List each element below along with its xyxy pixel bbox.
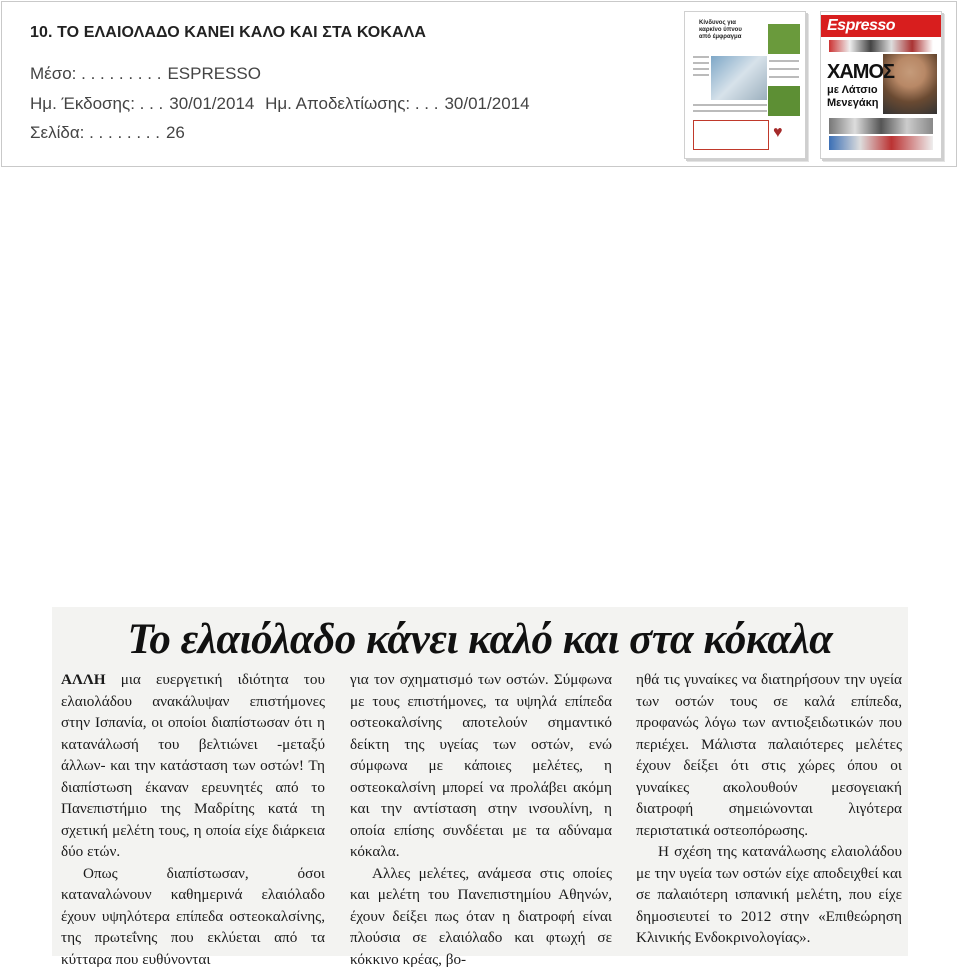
cover-thumbnail[interactable] <box>820 11 942 159</box>
article-headline: Το ελαιόλαδο κάνει καλό και στα κόκαλα <box>52 615 908 664</box>
text-line <box>693 74 709 76</box>
article-column-3 <box>636 669 902 949</box>
highlighted-article-box <box>693 120 769 150</box>
medium-label: Μέσο: . . . . . . . . . <box>30 64 161 83</box>
clip-date-value: 30/01/2014 <box>444 94 529 113</box>
article-column-2 <box>350 669 612 970</box>
paragraph: για τον σχηματισμό των οστών. Σύμφωνα με τους επιστήμονες, τα υψηλά επίπεδα οστεοκαλσίνης αποτελούν σημαντικό δείκτη της υγείας των οστών, ενώ σύμφωνα με κάποιες μελέτες, η οστεοκαλσίνη μπορεί να προλάβει ακόμη και την αντίσταση στην ινσουλίνη, η οποία επίσης συνδέεται με τα αδύναμα κόκαλα. <box>350 669 612 863</box>
page-thumbnail[interactable] <box>684 11 806 159</box>
medium-value: ESPRESSO <box>167 64 261 83</box>
text-line <box>693 68 709 70</box>
page-thumb-box-1 <box>768 24 800 54</box>
issue-date-label: Ημ. Έκδοσης: . . . <box>30 94 163 113</box>
dates-row <box>30 94 536 114</box>
cover-photo-row <box>829 136 933 150</box>
paragraph: Αλλες μελέτες, ανάμεσα στις οποίες και μελέτη του Πανεπιστημίου Αθηνών, έχουν δείξει πως όταν η διατροφή είναι πλούσια σε ελαιόλαδο και φτωχή σε κόκκινο κρέας, βο- <box>350 863 612 970</box>
cover-headline: ΧΑΜΟΣ <box>827 62 894 82</box>
text-line <box>693 56 709 58</box>
page-label: Σελίδα: . . . . . . . . <box>30 123 160 142</box>
clip-date-label: Ημ. Αποδελτίωσης: . . . <box>265 94 438 113</box>
page-thumb-headline: Κίνδυνος για καρκίνο ύπνου από έμφραγμα <box>699 20 751 41</box>
clip-header <box>1 1 957 167</box>
medium-row <box>30 64 267 84</box>
cover-subheadline: με Λάτσιο Μενεγάκη <box>827 84 883 110</box>
issue-date-value: 30/01/2014 <box>169 94 254 113</box>
clip-title: 10. ΤΟ ΕΛΑΙΟΛΑΔΟ ΚΑΝΕΙ ΚΑΛΟ ΚΑΙ ΣΤΑ ΚΟΚΑΛΑ <box>30 24 426 42</box>
text-line <box>693 110 767 112</box>
page-thumb-photo <box>711 56 767 100</box>
lead-word: ΑΛΛΗ <box>61 671 106 688</box>
cover-strip <box>829 40 933 52</box>
cover-masthead <box>821 15 941 37</box>
paragraph: ηθά τις γυναίκες να διατηρήσουν την υγεία των οστών τους σε καλά επίπεδα, προφανώς λόγω των αντιοξειδωτικών που περιέχει. Μάλιστα παλαιότερες μελέτες έχουν δείξει ότι στις χώρες όπου οι γυναίκες ακολουθούν μεσογειακή διατροφή σημειώνονται λιγότερα περιστατικά οστεοπόρωσης. <box>636 669 902 841</box>
text-line <box>693 104 767 106</box>
cover-photo-row <box>829 118 933 134</box>
text-line <box>693 62 709 64</box>
page-row <box>30 123 191 143</box>
paragraph-text: μια ευεργετική ιδιότητα του ελαιολάδου ανακάλυψαν επιστήμονες στην Ισπανία, οι οποίοι διαπίστωσαν ότι η κατανάλωσή του βελτιώνει -μεταξύ άλλων- και την κατάσταση των οστών! Τη διαπίστωση έκαναν ερευνητές από το Πανεπιστήμιο της Μαδρίτης κατά τη σχετική μελέτη τους, η οποία είχε διάρκεια δύο ετών. <box>61 671 325 860</box>
heart-icon: ♥ <box>773 124 793 142</box>
page-thumb-box-2 <box>768 86 800 116</box>
text-line <box>769 76 799 78</box>
masthead-text: Espresso <box>827 17 895 35</box>
text-line <box>769 68 799 70</box>
paragraph: Η σχέση της κατανάλωσης ελαιολάδου με την υγεία των οστών είχε αποδειχθεί και σε παλαιότερη ισπανική μελέτη, που είχε δημοσιευτεί το 2012 στην «Επιθεώρηση Κλινικής Ενδοκρινολογίας». <box>636 841 902 949</box>
article-column-1 <box>61 669 325 970</box>
paragraph: Οπως διαπίστωσαν, όσοι καταναλώνουν καθημερινά ελαιόλαδο έχουν υψηλότερα επίπεδα οστεοκαλσίνης, της πρωτεΐνης που εκλύεται από τα κύτταρα που ευθύνονται <box>61 863 325 970</box>
text-line <box>769 60 799 62</box>
article-clipping <box>52 607 908 956</box>
paragraph <box>61 669 325 863</box>
page-value: 26 <box>166 123 185 142</box>
